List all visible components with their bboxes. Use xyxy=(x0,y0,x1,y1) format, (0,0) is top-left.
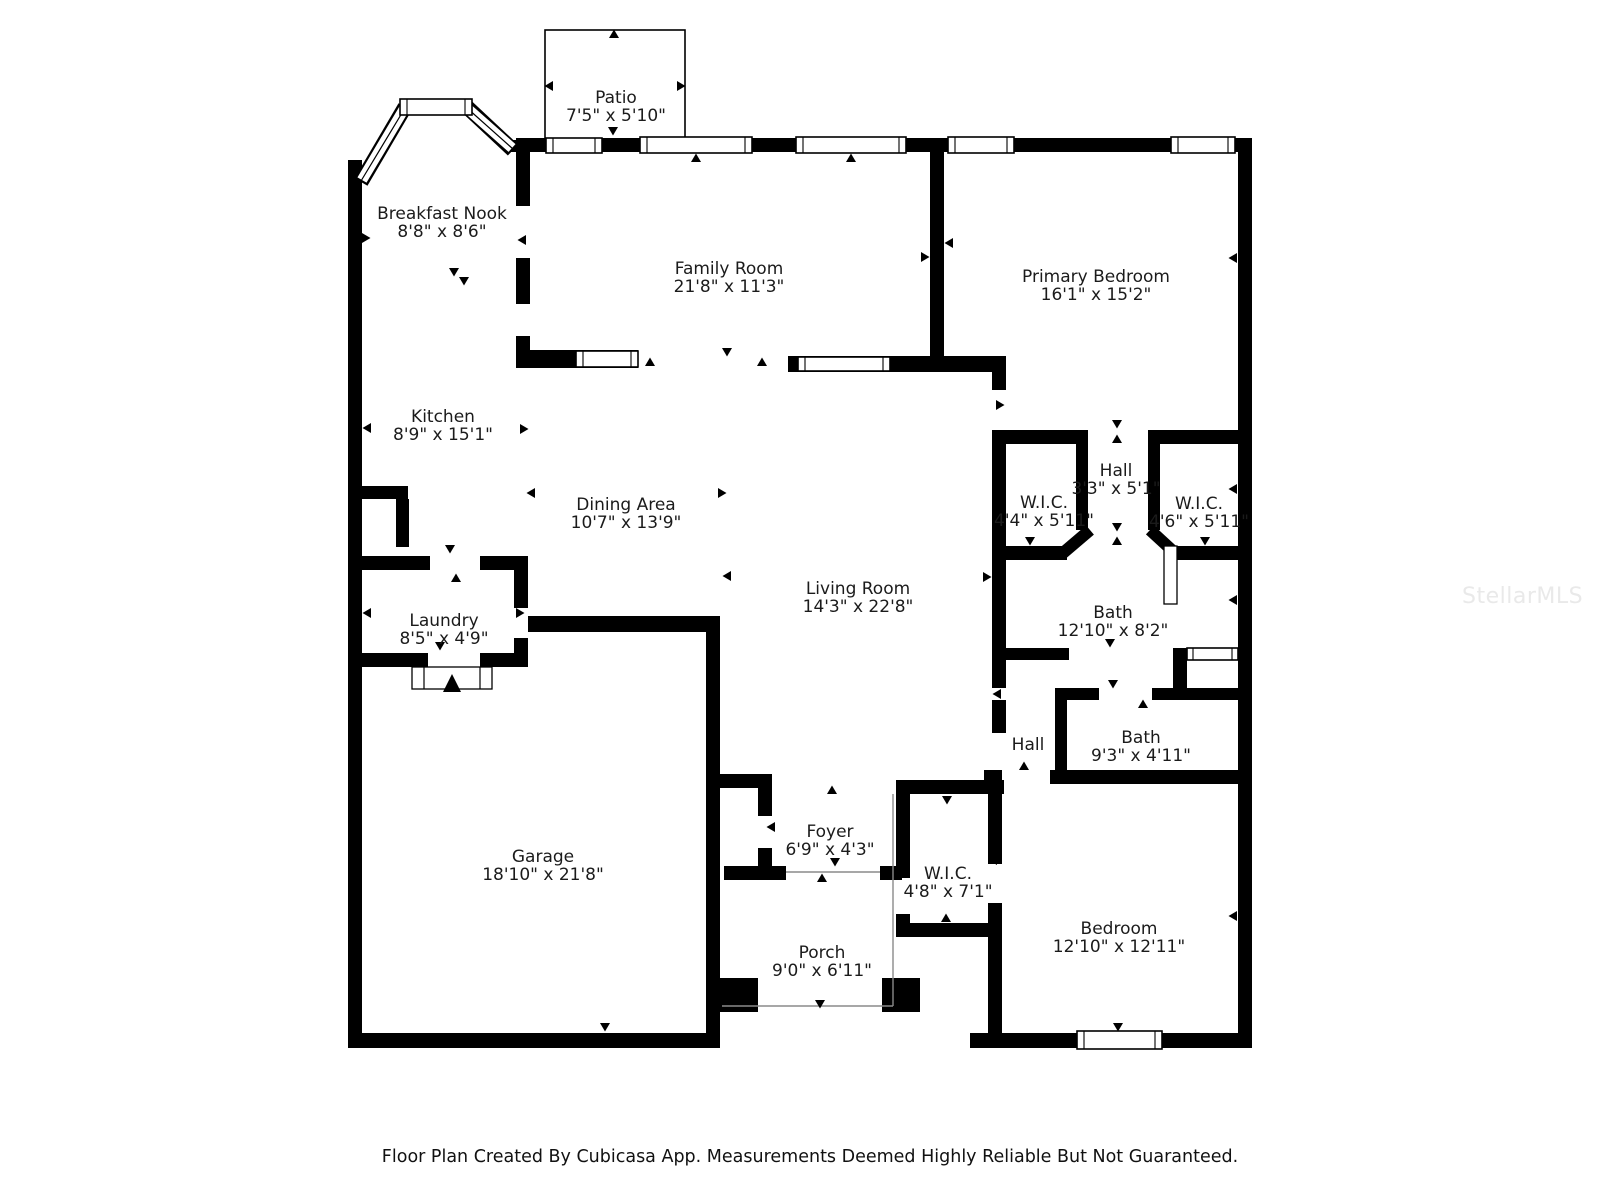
room-label-laundry xyxy=(399,612,488,648)
door-arrow-icon xyxy=(945,238,954,248)
wall-segment xyxy=(1152,688,1240,700)
door-arrow-icon xyxy=(518,235,527,245)
window xyxy=(796,137,906,153)
pass-through-window xyxy=(798,357,890,371)
door-arrow-icon xyxy=(1229,911,1238,921)
door-arrow-icon xyxy=(600,1023,610,1032)
wall-segment xyxy=(516,152,530,206)
wall-segment xyxy=(930,152,944,364)
door-arrow-icon xyxy=(767,822,776,832)
wall-segment xyxy=(1050,770,1252,784)
room-dims: 21'8" x 11'3" xyxy=(673,277,785,297)
wall-segment xyxy=(758,848,772,868)
wall-segment xyxy=(988,778,1002,864)
wall-segment xyxy=(348,1033,720,1048)
door-arrow-icon xyxy=(942,796,952,805)
room-label-bedroom-2 xyxy=(1053,920,1185,956)
wall-segment xyxy=(362,653,428,667)
door-arrow-icon xyxy=(1019,762,1029,771)
room-name: W.I.C. xyxy=(924,863,972,884)
shower-glass xyxy=(1164,546,1177,604)
wall-segment xyxy=(528,616,720,632)
room-name: Hall xyxy=(1011,734,1045,755)
room-dims: 8'5" x 4'9" xyxy=(399,629,489,649)
door-arrow-icon xyxy=(1229,484,1238,494)
room-label-wic-bedroom xyxy=(903,865,992,901)
door-arrow-icon xyxy=(846,154,856,163)
room-dims: 16'1" x 15'2" xyxy=(1040,285,1152,305)
door-arrow-icon xyxy=(527,488,536,498)
room-name: Garage xyxy=(511,846,575,867)
room-label-porch xyxy=(772,944,872,980)
window xyxy=(400,99,472,115)
room-name: Foyer xyxy=(806,821,854,842)
room-dims: 14'3" x 22'8" xyxy=(802,597,914,617)
pass-through-window xyxy=(576,351,638,367)
wall-segment xyxy=(362,556,430,570)
door-arrow-icon xyxy=(983,572,992,582)
wall-segment xyxy=(516,258,530,304)
door-arrow-icon xyxy=(817,874,827,883)
door-arrow-icon xyxy=(757,358,767,367)
room-dims: 4'6" x 5'11" xyxy=(1149,512,1249,532)
window xyxy=(948,137,1014,153)
wall-segment xyxy=(896,780,1004,794)
door-arrow-icon xyxy=(451,574,461,583)
door-arrow-icon xyxy=(921,252,930,262)
room-dims: 8'8" x 8'6" xyxy=(397,222,487,242)
door-arrow-icon xyxy=(1112,523,1122,532)
wall-segment xyxy=(362,486,408,499)
wall-segment xyxy=(348,178,362,1048)
door-arrow-icon xyxy=(362,233,371,243)
door-arrow-icon xyxy=(516,608,525,618)
door-arrow-icon xyxy=(449,268,459,277)
wall-segment xyxy=(988,903,1002,1033)
door-arrow-icon xyxy=(1229,595,1238,605)
room-label-bath-2 xyxy=(1091,729,1191,765)
room-dims: 6'9" x 4'3" xyxy=(785,840,875,860)
door-arrow-icon xyxy=(996,400,1005,410)
room-dims: 8'9" x 15'1" xyxy=(393,425,493,445)
bay-window xyxy=(361,107,513,182)
door-arrow-icon xyxy=(363,423,372,433)
door-arrow-icon xyxy=(1229,253,1238,263)
wall-segment xyxy=(720,774,772,788)
room-name: Dining Area xyxy=(576,494,676,515)
wall-segment xyxy=(706,616,720,1048)
wall-segment xyxy=(1173,648,1187,692)
wall-segment xyxy=(1055,688,1067,784)
wall-segment xyxy=(1148,430,1238,444)
wall-segment xyxy=(758,788,772,816)
room-dims: 9'3" x 4'11" xyxy=(1091,746,1191,766)
wall-segment xyxy=(992,430,1088,444)
room-name: W.I.C. xyxy=(1175,493,1223,514)
room-dims: 10'7" x 13'9" xyxy=(570,513,682,533)
room-name: Bath xyxy=(1093,602,1133,623)
room-name: Bath xyxy=(1121,727,1161,748)
room-label-living-room xyxy=(803,580,914,616)
wall-segment xyxy=(1063,530,1090,553)
window xyxy=(640,137,752,153)
room-name: Breakfast Nook xyxy=(377,203,507,224)
door-arrow-icon xyxy=(1138,700,1148,709)
room-dims: 12'10" x 8'2" xyxy=(1057,621,1169,641)
door-arrow-icon xyxy=(1112,420,1122,429)
door-arrow-icon xyxy=(993,689,1002,699)
room-label-garage xyxy=(482,848,604,884)
door-arrow-icon xyxy=(815,1000,825,1009)
room-label-foyer xyxy=(785,823,874,859)
wall-segment xyxy=(480,653,528,667)
door-arrow-icon xyxy=(608,127,618,136)
wall-segment xyxy=(1238,138,1252,1048)
disclaimer-text: Floor Plan Created By Cubicasa App. Measurements Deemed Highly Reliable But Not Guaranteed. xyxy=(381,1147,1239,1167)
room-label-breakfast-nook xyxy=(377,205,507,241)
room-dims: 4'8" x 7'1" xyxy=(903,882,993,902)
door-arrow-icon xyxy=(459,277,469,286)
room-name: Porch xyxy=(798,942,846,963)
wall-segment xyxy=(516,336,530,366)
room-name: Living Room xyxy=(805,578,911,599)
room-name: Hall xyxy=(1099,460,1133,481)
room-dims: 9'0" x 6'11" xyxy=(772,961,872,981)
room-dims: 4'4" x 5'11" xyxy=(994,511,1094,531)
room-label-family-room xyxy=(674,260,785,296)
door-arrow-icon xyxy=(691,154,701,163)
wall-segment xyxy=(992,700,1006,733)
room-name: Bedroom xyxy=(1080,918,1158,939)
room-name: Family Room xyxy=(674,258,784,279)
room-dims: 12'10" x 12'11" xyxy=(1052,937,1186,957)
room-name: Kitchen xyxy=(411,406,475,427)
room-dims: 3'3" x 5'1" xyxy=(1071,479,1161,499)
wall-segment xyxy=(724,866,786,880)
window xyxy=(1077,1031,1162,1049)
door-arrow-icon xyxy=(941,914,951,923)
room-name: Patio xyxy=(595,87,637,108)
porch-pillar xyxy=(718,978,758,1012)
room-label-dining-area xyxy=(571,496,682,532)
door-arrow-icon xyxy=(1025,537,1035,546)
door-arrow-icon xyxy=(520,424,529,434)
room-name: W.I.C. xyxy=(1020,492,1068,513)
room-dims: 7'5" x 5'10" xyxy=(566,106,666,126)
door-arrow-icon xyxy=(723,571,732,581)
door-arrow-icon xyxy=(1112,537,1122,546)
room-name: Laundry xyxy=(409,610,479,631)
room-label-bath-primary xyxy=(1058,604,1169,640)
wall-segment xyxy=(992,364,1006,390)
room-label-wic-left xyxy=(994,494,1094,530)
room-label-kitchen xyxy=(393,408,493,444)
door-arrow-icon xyxy=(645,358,655,367)
window xyxy=(546,138,602,153)
room-name: Primary Bedroom xyxy=(1022,266,1170,287)
porch-pillar xyxy=(882,978,920,1012)
door-arrow-icon xyxy=(718,488,727,498)
stellar-mls-watermark: StellarMLS xyxy=(1462,584,1584,609)
wall-segment xyxy=(514,556,528,608)
window xyxy=(1187,648,1238,660)
door-arrow-icon xyxy=(722,348,732,357)
room-label-hall-lower xyxy=(1012,736,1045,754)
door-arrow-icon xyxy=(827,786,837,795)
door-arrow-icon xyxy=(1112,435,1122,444)
door-arrow-icon xyxy=(445,545,455,554)
wall-segment xyxy=(992,648,1069,660)
door-arrow-icon xyxy=(1200,537,1210,546)
wall-segment xyxy=(992,546,1067,560)
room-label-primary-bedroom xyxy=(1022,268,1170,304)
door-arrow-icon xyxy=(363,608,372,618)
room-dims: 18'10" x 21'8" xyxy=(482,865,604,885)
room-label-hall-upper xyxy=(1071,462,1160,498)
wall-segment xyxy=(396,499,409,547)
door-arrow-icon xyxy=(1108,680,1118,689)
room-label-wic-right xyxy=(1149,495,1249,531)
window xyxy=(1171,137,1235,153)
wall-segment xyxy=(896,923,1002,937)
room-label-patio xyxy=(566,89,666,125)
